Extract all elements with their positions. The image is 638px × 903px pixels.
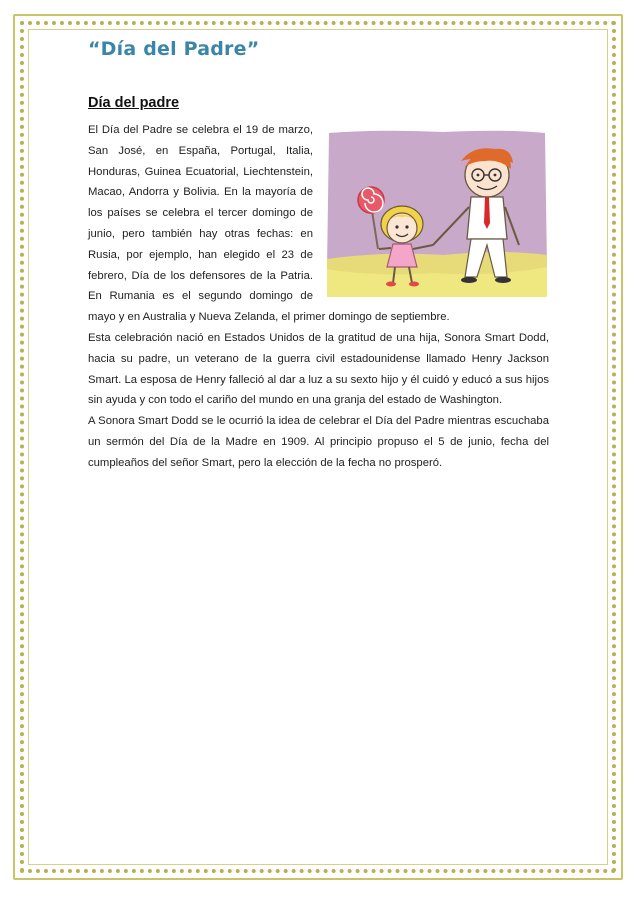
father-daughter-drawing (323, 127, 549, 299)
paragraph-1-text: El Día del Padre se celebra el 19 de marzo, San José, en España, Portugal, Italia, Honduras, Guinea Ecuatorial, Liechtenstein, Macao, Andorra y Bolivia. En la mayoría de los países se celebra el tercer domingo de junio, pero también hay otras fechas: en Rusia, por ejemplo, han elegido el 23 de febrero, Día de los defensores de la Patria. En Rumania es el segundo domingo de mayo y en Australia y Nueva Zelanda, el primer domingo de septiembre. (88, 124, 450, 324)
section-heading: Día del padre (88, 95, 180, 111)
paragraph-3: A Sonora Smart Dodd se le ocurrió la idea de celebrar el Día del Padre mientras escuchaba un sermón del Día de la Madre en 1909. Al principio propuso el 5 de junio, fecha del cumpleaños del señor Smart, pero la elección de la fecha no prosperó. (88, 415, 549, 469)
paragraph-1 (88, 120, 549, 328)
paragraph-2: Esta celebración nació en Estados Unidos de la gratitud de una hija, Sonora Smart Dodd, hacia su padre, un veterano de la guerra civil estadounidense llamado Henry Jackson Smart. La esposa de Henry falleció al dar a luz a su sexto hijo y él cuidó y educó a sus hijos sin ayuda y con todo el cariño del mundo en una granja del estado de Washington. (88, 331, 549, 407)
document-title: “Día del Padre” (88, 38, 260, 60)
father-daughter-illustration (323, 127, 549, 299)
document-body (88, 120, 549, 474)
